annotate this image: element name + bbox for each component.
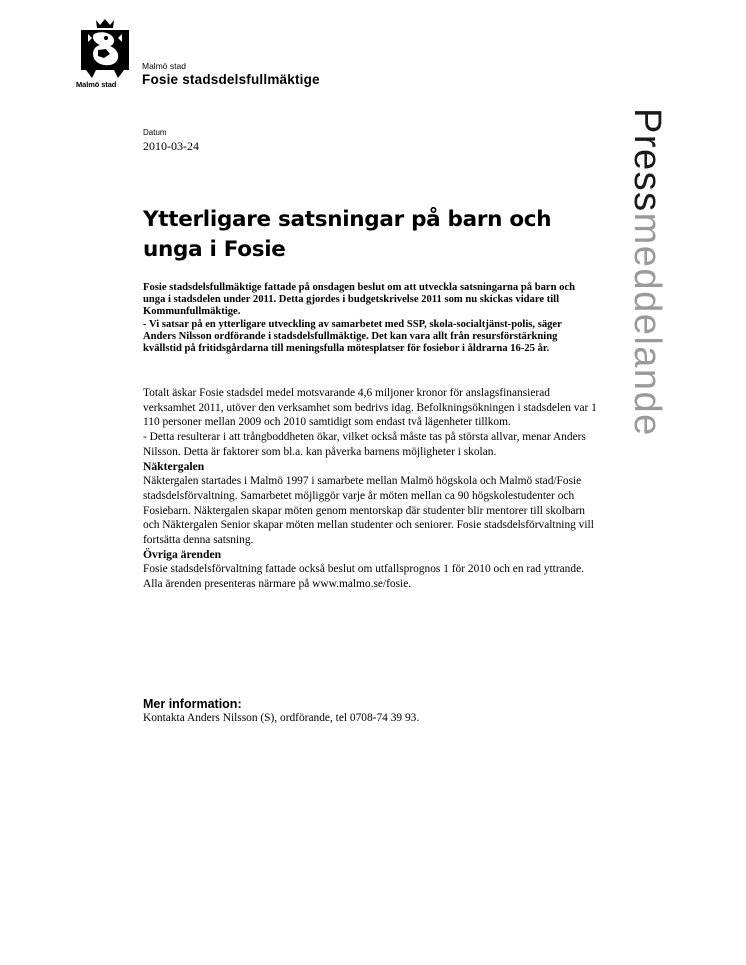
pressmeddelande-vertical-label <box>628 108 666 437</box>
organization-unit: Fosie stadsdelsfullmäktige <box>142 72 320 87</box>
section-text-naktergalen: Näktergalen startades i Malmö 1997 i samarbete mellan Malmö högskola och Malmö stad/Fosie stadsdelsförvaltning. Samarbetet möjliggör varje år möten mellan ca 90 högskolestudenter och Fosiebarn. Näktergalen skapar möten genom mentorskap där studenter blir mentorer till skolbarn och Näktergalen Senior skapar möten mellan studenter och seniorer. Fosie stadsdelsförvaltning vill fortsätta denna satsning. <box>143 475 594 547</box>
body-paragraph-1: Totalt äskar Fosie stadsdel medel motsvarande 4,6 miljoner kronor för anslagsfinansierad verksamhet 2011, utöver den verksamhet som bedrivs idag. Befolkningsökningen i stadsdelen var 1 110 personer mellan 2009 och 2010 samtidigt som endast två lägenheter tillkom. <box>143 387 597 429</box>
headline: Ytterligare satsningar på barn och unga i Fosie <box>143 207 552 262</box>
section-heading-naktergalen: Näktergalen <box>143 459 205 473</box>
side-label-meddelande: meddelande <box>626 212 668 437</box>
lead-paragraph: Fosie stadsdelsfullmäktige fattade på onsdagen beslut om att utveckla satsningarna på barn och unga i stadsdelen under 2011. Detta gjordes i budgetskrivelse 2011 som nu skickas vidare till Kommunfullmäktige. - Vi satsar på en ytterligare utveckling av samarbetet med SSP, skola-socialtjänst-polis, säger Anders Nilsson ordförande i stadsdelsfullmäktige. Det kan vara allt från resursförstärkning kvällstid på fritidsgårdarna till meningsfulla mötesplatser för fosiebor i åldrarna 16-25 år. <box>143 282 576 355</box>
more-info-heading: Mer information: <box>143 697 242 711</box>
side-label-press: Press <box>626 108 668 213</box>
section-heading-ovriga-arenden: Övriga ärenden <box>143 547 222 561</box>
body-paragraph-2: - Detta resulterar i att trångboddheten ökar, vilket också måste tas på största allvar, menar Anders Nilsson. Detta är faktorer som bl.a. kan påverka barnens möjligheter i skolan. <box>143 431 586 458</box>
logo-caption: Malmö stad <box>76 80 117 89</box>
organization-name: Malmö stad <box>142 61 186 71</box>
malmo-coat-of-arms-logo <box>76 18 134 88</box>
griffin-crest-icon <box>76 18 134 80</box>
article-body <box>143 386 603 592</box>
date-label: Datum <box>143 128 167 137</box>
section-text-ovriga-arenden: Fosie stadsdelsförvaltning fattade också beslut om utfallsprognos 1 för 2010 och en rad yttrande. Alla ärenden presenteras närmare på www.malmo.se/fosie. <box>143 563 584 591</box>
date-value: 2010-03-24 <box>143 139 199 153</box>
more-info-text: Kontakta Anders Nilsson (S), ordförande, tel 0708-74 39 93. <box>143 712 420 724</box>
